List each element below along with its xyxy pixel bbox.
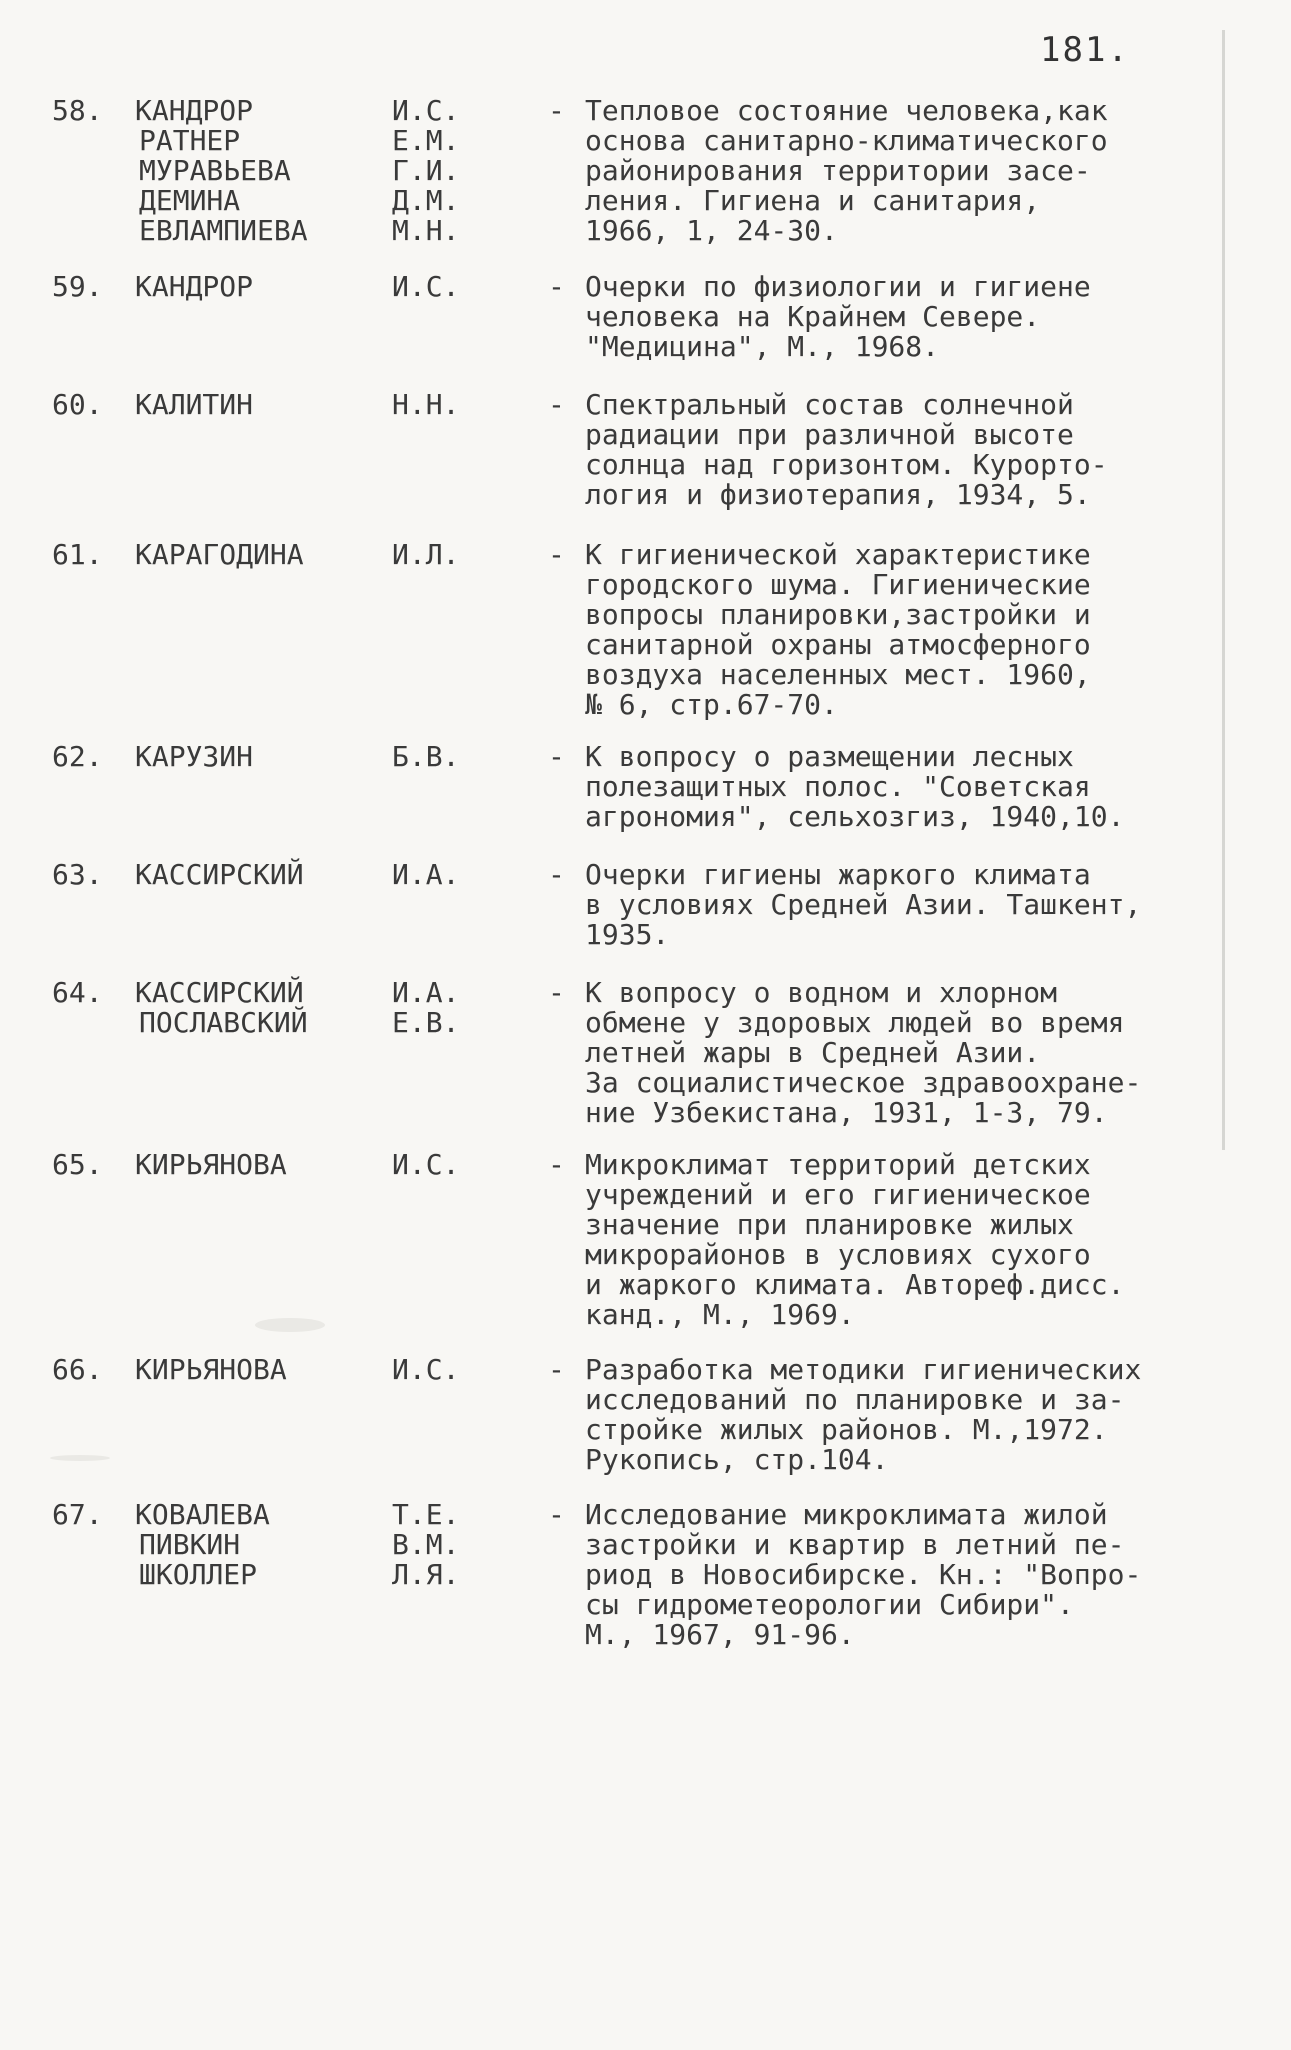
entry-dash: - — [548, 740, 565, 773]
entry-initials — [392, 272, 482, 302]
entry-reference — [585, 860, 1235, 950]
reference-line: учреждений и его гигиеническое — [585, 1178, 1091, 1211]
entry-number: 64. — [52, 976, 103, 1009]
entry-authors — [135, 1355, 385, 1385]
entry-dash: - — [548, 1353, 565, 1386]
entry-dash: - — [548, 858, 565, 891]
reference-line: Рукопись, стр.104. — [585, 1443, 889, 1476]
author-surname: КАЛИТИН — [135, 388, 254, 421]
reference-line: Очерки по физиологии и гигиене — [585, 270, 1091, 303]
reference-line: вопросы планировки,застройки и — [585, 598, 1091, 631]
page-number: 181. — [1040, 30, 1130, 70]
author-surname: ШКОЛЛЕР — [139, 1558, 258, 1591]
author-surname: ПИВКИН — [139, 1528, 241, 1561]
reference-line: Тепловое состояние человека,как — [585, 94, 1108, 127]
reference-line: Спектральный состав солнечной — [585, 388, 1074, 421]
author-initials: Д.М. — [392, 184, 460, 217]
entry-reference — [585, 742, 1235, 832]
entry-dash: - — [548, 538, 565, 571]
reference-line: логия и физиотерапия, 1934, 5. — [585, 478, 1091, 511]
entry-initials — [392, 96, 482, 246]
author-surname: КАССИРСКИЙ — [135, 858, 304, 891]
entry-initials — [392, 978, 482, 1038]
entry-reference — [585, 978, 1235, 1128]
author-surname: РАТНЕР — [139, 124, 241, 157]
entry-authors — [135, 860, 385, 890]
entry-initials — [392, 742, 482, 772]
entry-initials — [392, 1355, 482, 1385]
author-initials: И.А. — [392, 976, 460, 1009]
entry-number: 60. — [52, 388, 103, 421]
author-surname: КАНДРОР — [135, 270, 254, 303]
entry-reference — [585, 1355, 1235, 1475]
entry-initials — [392, 390, 482, 420]
entry-authors — [135, 96, 385, 246]
reference-line: воздуха населенных мест. 1960, — [585, 658, 1091, 691]
reference-line: ние Узбекистана, 1931, 1-3, 79. — [585, 1096, 1108, 1129]
entry-reference — [585, 1150, 1235, 1330]
reference-line: К гигиенической характеристике — [585, 538, 1091, 571]
entry-reference — [585, 272, 1235, 362]
author-initials: И.С. — [392, 1353, 460, 1386]
reference-line: обмене у здоровых людей во время — [585, 1006, 1125, 1039]
entry-dash: - — [548, 270, 565, 303]
reference-line: значение при планировке жилых — [585, 1208, 1074, 1241]
reference-line: Исследование микроклимата жилой — [585, 1498, 1108, 1531]
reference-line: За социалистическое здравоохране- — [585, 1066, 1142, 1099]
reference-line: основа санитарно-климатического — [585, 124, 1108, 157]
reference-line: риод в Новосибирске. Кн.: "Вопро- — [585, 1558, 1142, 1591]
reference-line: районирования территории засе- — [585, 154, 1091, 187]
reference-line: солнца над горизонтом. Курорто- — [585, 448, 1108, 481]
reference-line: санитарной охраны атмосферного — [585, 628, 1091, 661]
entry-dash: - — [548, 976, 565, 1009]
author-surname: КАРАГОДИНА — [135, 538, 304, 571]
reference-line: № 6, стр.67-70. — [585, 688, 838, 721]
author-surname: КИРЬЯНОВА — [135, 1148, 287, 1181]
author-surname: КАССИРСКИЙ — [135, 976, 304, 1009]
entry-number: 58. — [52, 94, 103, 127]
reference-line: М., 1967, 91-96. — [585, 1618, 855, 1651]
author-initials: И.С. — [392, 1148, 460, 1181]
author-initials: И.С. — [392, 94, 460, 127]
entry-authors — [135, 978, 385, 1038]
entry-number: 59. — [52, 270, 103, 303]
entry-dash: - — [548, 1498, 565, 1531]
entry-initials — [392, 1150, 482, 1180]
entry-authors — [135, 1150, 385, 1180]
reference-line: К вопросу о размещении лесных — [585, 740, 1074, 773]
entry-number: 67. — [52, 1498, 103, 1531]
reference-line: и жаркого климата. Автореф.дисс. — [585, 1268, 1125, 1301]
entry-number: 63. — [52, 858, 103, 891]
author-initials: Т.Е. — [392, 1498, 460, 1531]
entry-dash: - — [548, 94, 565, 127]
entry-initials — [392, 860, 482, 890]
entry-number: 62. — [52, 740, 103, 773]
reference-line: человека на Крайнем Севере. — [585, 300, 1041, 333]
entry-number: 61. — [52, 538, 103, 571]
author-surname: КАНДРОР — [135, 94, 254, 127]
reference-line: в условиях Средней Азии. Ташкент, — [585, 888, 1142, 921]
entry-number: 65. — [52, 1148, 103, 1181]
entry-authors — [135, 272, 385, 302]
author-initials: Л.Я. — [392, 1558, 460, 1591]
author-initials: Г.И. — [392, 154, 460, 187]
entry-authors — [135, 742, 385, 772]
author-initials: Е.М. — [392, 124, 460, 157]
author-initials: М.Н. — [392, 214, 460, 247]
entry-reference — [585, 540, 1235, 720]
reference-line: полезащитных полос. "Советская — [585, 770, 1091, 803]
entry-authors — [135, 1500, 385, 1590]
author-initials: Е.В. — [392, 1006, 460, 1039]
reference-line: стройке жилых районов. М.,1972. — [585, 1413, 1108, 1446]
reference-line: сы гидрометеорологии Сибири". — [585, 1588, 1074, 1621]
entry-reference — [585, 390, 1235, 510]
reference-line: застройки и квартир в летний пе- — [585, 1528, 1125, 1561]
author-surname: ДЕМИНА — [139, 184, 241, 217]
author-initials: И.Л. — [392, 538, 460, 571]
author-surname: МУРАВЬЕВА — [139, 154, 291, 187]
entry-initials — [392, 1500, 482, 1590]
reference-line: 1935. — [585, 918, 670, 951]
author-surname: КИРЬЯНОВА — [135, 1353, 287, 1386]
entry-authors — [135, 540, 385, 570]
entry-reference — [585, 1500, 1235, 1650]
entry-authors — [135, 390, 385, 420]
entry-initials — [392, 540, 482, 570]
reference-line: агрономия", сельхозгиз, 1940,10. — [585, 800, 1125, 833]
author-surname: КОВАЛЕВА — [135, 1498, 270, 1531]
author-surname: ПОСЛАВСКИЙ — [139, 1006, 308, 1039]
author-initials: В.М. — [392, 1528, 460, 1561]
reference-line: канд., М., 1969. — [585, 1298, 855, 1331]
reference-line: микрорайонов в условиях сухого — [585, 1238, 1091, 1271]
paper-smudge — [50, 1455, 110, 1461]
reference-line: Микроклимат территорий детских — [585, 1148, 1091, 1181]
reference-line: Разработка методики гигиенических — [585, 1353, 1142, 1386]
author-initials: Н.Н. — [392, 388, 460, 421]
author-surname: КАРУЗИН — [135, 740, 254, 773]
reference-line: 1966, 1, 24-30. — [585, 214, 838, 247]
entry-dash: - — [548, 388, 565, 421]
reference-line: ления. Гигиена и санитария, — [585, 184, 1041, 217]
reference-line: К вопросу о водном и хлорном — [585, 976, 1058, 1009]
reference-line: городского шума. Гигиенические — [585, 568, 1091, 601]
paper-smudge — [255, 1318, 325, 1332]
author-initials: Б.В. — [392, 740, 460, 773]
author-initials: И.С. — [392, 270, 460, 303]
reference-line: радиации при различной высоте — [585, 418, 1074, 451]
reference-line: "Медицина", М., 1968. — [585, 330, 940, 363]
reference-line: летней жары в Средней Азии. — [585, 1036, 1041, 1069]
entry-number: 66. — [52, 1353, 103, 1386]
entry-dash: - — [548, 1148, 565, 1181]
author-surname: ЕВЛАМПИЕВА — [139, 214, 308, 247]
reference-line: исследований по планировке и за- — [585, 1383, 1125, 1416]
reference-line: Очерки гигиены жаркого климата — [585, 858, 1091, 891]
author-initials: И.А. — [392, 858, 460, 891]
entry-reference — [585, 96, 1235, 246]
